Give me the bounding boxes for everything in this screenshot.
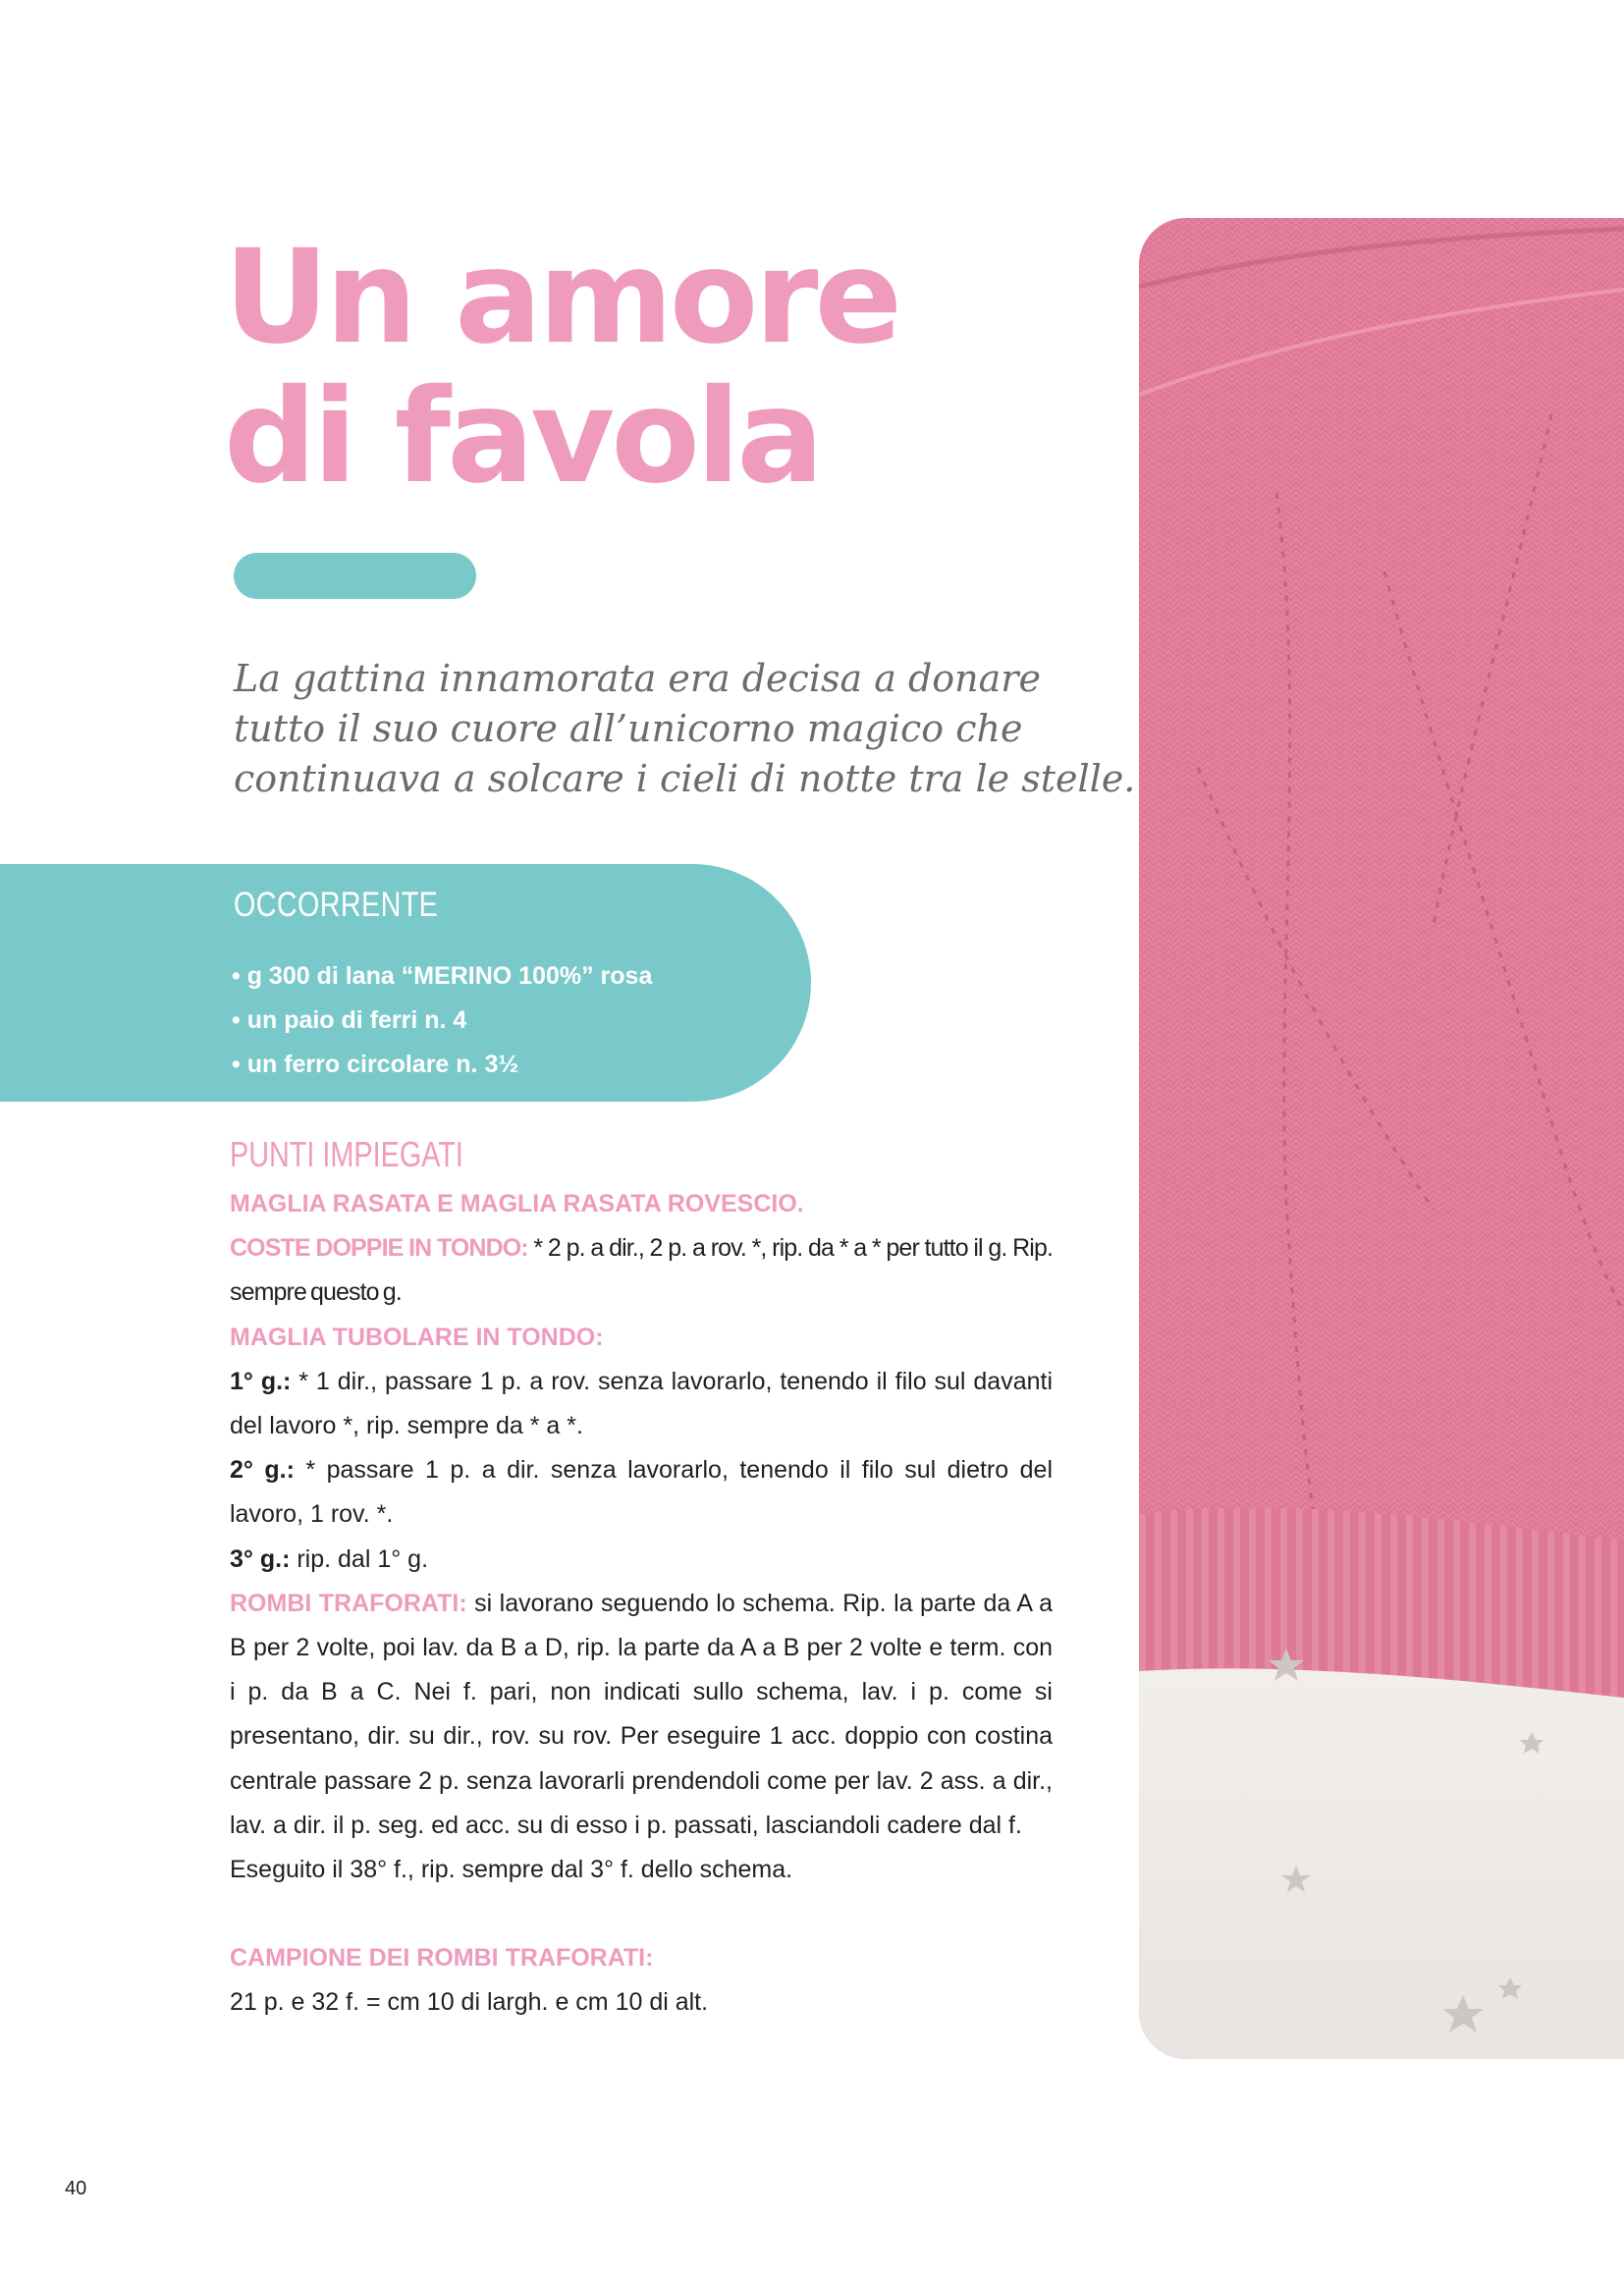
intro-line-2: tutto il suo cuore all’unicorno magico che	[234, 707, 1023, 750]
occorrente-item-circular-needle: • un ferro circolare n. 3½	[232, 1043, 652, 1087]
page-number: 40	[65, 2178, 87, 2199]
intro-line-1: La gattina innamorata era decisa a donare	[234, 657, 1041, 700]
eseguito-text: Eseguito il 38° f., rip. sempre dal 3° f. dello schema.	[230, 1856, 793, 1884]
intro-text	[234, 654, 1136, 804]
row-2-label: 2° g.:	[230, 1456, 295, 1485]
campione-label: CAMPIONE DEI ROMBI TRAFORATI:	[230, 1944, 654, 1973]
knitted-sweater-photo	[1139, 218, 1624, 2059]
campione-text: 21 p. e 32 f. = cm 10 di largh. e cm 10 di alt.	[230, 1988, 709, 2017]
title-line-2: di favola	[224, 361, 821, 513]
rombi-label: ROMBI TRAFORATI:	[230, 1589, 467, 1617]
row-2-text: * passare 1 p. a dir. senza lavorarlo, tenendo il filo sul dietro del lavoro, 1 rov. *.	[230, 1456, 1053, 1529]
decorative-teal-bar	[234, 553, 476, 599]
row-3-text: rip. dal 1° g.	[290, 1544, 429, 1573]
rombi-text: si lavorano seguendo lo schema. Rip. la parte da A a B per 2 volte, poi lav. da B a D, rip. la parte da A a B per 2 volte e term. con i p. da B a C. Nei f. pari, non indicati sullo schema, lav. i p. come si presentano, dir. su dir., rov. su rov. Per eseguire 1 acc. doppio con costina centrale passare 2 p. senza lavorarli prendendoli come per lav. 2 ass. a dir., lav. a dir. il p. seg. ed acc. su di esso i p. passati, lasciandoli cadere dal f.	[230, 1589, 1053, 1839]
instructions-body	[230, 1182, 1053, 2026]
row-1-text: * 1 dir., passare 1 p. a rov. senza lavorarlo, tenendo il filo sul davanti del lavoro *, rip. sempre da * a *.	[230, 1367, 1054, 1440]
coste-label: COSTE DOPPIE IN TONDO:	[230, 1234, 528, 1263]
row-3-label: 3° g.:	[230, 1544, 291, 1573]
punti-heading: PUNTI IMPIEGATI	[230, 1134, 463, 1174]
title-line-1: Un amore	[224, 222, 899, 373]
knit-photo-illustration	[1139, 218, 1624, 2059]
occorrente-heading: OCCORRENTE	[234, 886, 439, 924]
tubolare-label: MAGLIA TUBOLARE IN TONDO:	[230, 1323, 604, 1351]
row-1-label: 1° g.:	[230, 1367, 292, 1395]
intro-line-3: continuava a solcare i cieli di notte tra le stelle.	[234, 757, 1136, 800]
occorrente-list	[232, 954, 652, 1087]
maglia-rasata-label: MAGLIA RASATA E MAGLIA RASATA ROVESCIO.	[230, 1190, 804, 1218]
occorrente-item-wool: • g 300 di lana “MERINO 100%” rosa	[232, 954, 652, 999]
occorrente-item-needles: • un paio di ferri n. 4	[232, 999, 652, 1043]
coste-text: * 2 p. a dir., 2 p. a rov. *, rip. da * a * per tutto il g. Rip. sempre questo g.	[230, 1234, 1053, 1307]
occorrente-box	[0, 864, 811, 1102]
page-title	[224, 222, 1166, 513]
